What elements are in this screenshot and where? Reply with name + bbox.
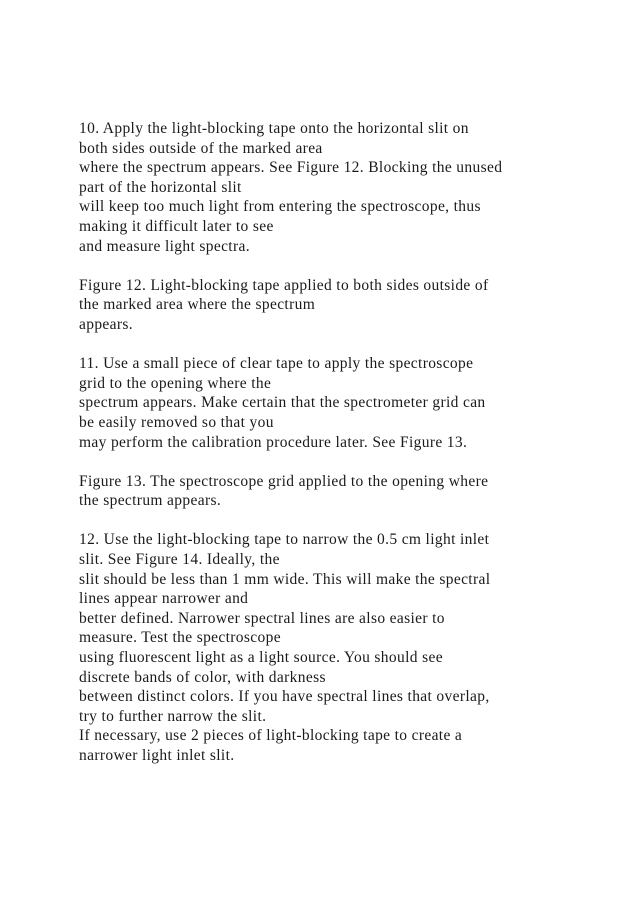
text-line: 11. Use a small piece of clear tape to apply the spectroscope: [79, 355, 474, 373]
text-line: where the spectrum appears. See Figure 12. Blocking the unused: [79, 159, 503, 177]
text-line: better defined. Narrower spectral lines are also easier to: [79, 609, 445, 627]
text-line: and measure light spectra.: [79, 237, 250, 255]
text-line: slit. See Figure 14. Ideally, the: [79, 551, 280, 569]
text-line: both sides outside of the marked area: [79, 139, 323, 157]
text-line: using fluorescent light as a light source. You should see: [79, 649, 443, 667]
text-line: narrower light inlet slit.: [79, 747, 235, 764]
document-body: [79, 119, 599, 766]
text-line: lines appear narrower and: [79, 590, 249, 608]
text-line: If necessary, use 2 pieces of light-blocking tape to create a: [79, 727, 463, 745]
text-line: Figure 12. Light-blocking tape applied to both sides outside of: [79, 276, 489, 294]
paragraph-spacer: [79, 256, 599, 276]
text-line: Figure 13. The spectroscope grid applied to the opening where: [79, 472, 489, 490]
text-line: between distinct colors. If you have spectral lines that overlap,: [79, 688, 490, 706]
text-line: may perform the calibration procedure later. See Figure 13.: [79, 433, 468, 451]
text-line: will keep too much light from entering the spectroscope, thus: [79, 198, 481, 216]
text-line: appears.: [79, 315, 134, 333]
text-line: measure. Test the spectroscope: [79, 629, 281, 647]
text-line: discrete bands of color, with darkness: [79, 668, 326, 686]
text-line: part of the horizontal slit: [79, 178, 242, 196]
text-line: slit should be less than 1 mm wide. This will make the spectral: [79, 570, 491, 588]
text-line: making it difficult later to see: [79, 217, 274, 235]
text-line: grid to the opening where the: [79, 374, 272, 392]
text-line: the spectrum appears.: [79, 492, 222, 510]
text-line: try to further narrow the slit.: [79, 707, 267, 725]
text-line: 10. Apply the light-blocking tape onto the horizontal slit on: [79, 120, 469, 137]
text-line: the marked area where the spectrum: [79, 296, 316, 314]
paragraph-spacer: [79, 511, 599, 531]
paragraph-spacer: [79, 452, 599, 472]
paragraph-spacer: [79, 335, 599, 355]
text-line: spectrum appears. Make certain that the spectrometer grid can: [79, 394, 486, 412]
text-line: 12. Use the light-blocking tape to narrow the 0.5 cm light inlet: [79, 531, 490, 549]
text-line: be easily removed so that you: [79, 413, 274, 431]
